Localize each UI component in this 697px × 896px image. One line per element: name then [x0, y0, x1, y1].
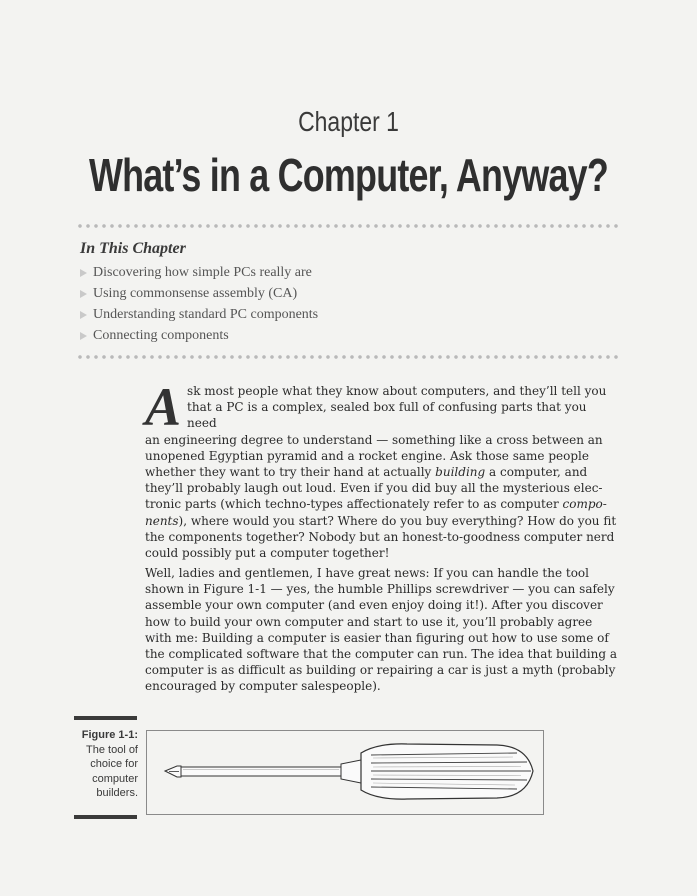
dotted-divider-bottom: [76, 354, 622, 360]
figure-rule-top: [74, 716, 137, 720]
figure-caption: Figure 1-1: The tool of choice for computer builders.: [74, 728, 138, 801]
dotted-divider-top: [76, 223, 622, 229]
bullet-arrow-icon: [80, 290, 87, 298]
body-paragraph-1: A sk most people what they know about computers, and they’ll tell you that a PC is a complex, sealed box full of confusing parts that you need an engineering degree to understand — something like a cross between an unopened Egyptian pyramid and a rocket engine. Ask those same people whether they want to try their hand at actually building a computer, and they’ll probably laugh out loud. Even if you did buy all the mysterious elec- tronic parts (which techno-types affectionately refer to as computer compo- nents), where would you start? Where do you buy everything? How do you fit the components together? Nobody but an honest-to-goodness computer nerd could possibly put a computer together!: [145, 377, 617, 561]
list-item: Using commonsense assembly (CA): [78, 283, 318, 304]
list-item: Understanding standard PC components: [78, 304, 318, 325]
bullet-arrow-icon: [80, 269, 87, 277]
bullet-arrow-icon: [80, 311, 87, 319]
drop-cap: A: [145, 377, 182, 437]
list-item: Connecting components: [78, 325, 318, 346]
figure-image: [146, 730, 544, 815]
in-this-chapter-heading: In This Chapter: [80, 240, 186, 257]
in-this-chapter-list: [78, 262, 318, 346]
bullet-arrow-icon: [80, 332, 87, 340]
list-item: Discovering how simple PCs really are: [78, 262, 318, 283]
body-paragraph-2: Well, ladies and gentlemen, I have great news: If you can handle the tool shown in Figure 1-1 — yes, the humble Phillips screwdriver — you can safely assemble your own computer (and even enjoy doing it!). After you discover how to build your own computer and start to use it, you’ll probably agree with me: Building a computer is easier than figuring out how to use some of the complicated software that the computer can run. The idea that building a computer is as difficult as building or repairing a car is just a myth (probably encouraged by computer salespeople).: [145, 566, 617, 694]
chapter-label: Chapter 1: [298, 106, 399, 137]
figure-number: Figure 1-1:: [81, 729, 138, 741]
screwdriver-icon: [147, 731, 543, 814]
chapter-title: What’s in a Computer, Anyway?: [89, 149, 608, 201]
figure-rule-bottom: [74, 815, 137, 819]
